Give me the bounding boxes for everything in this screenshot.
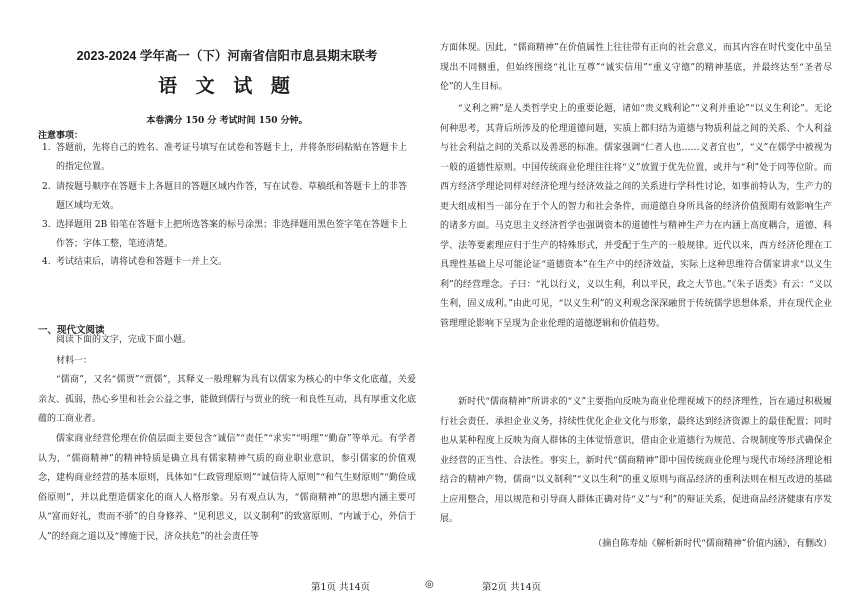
page-number-left: 第1页 共14页 — [311, 582, 371, 593]
notice-item — [42, 139, 414, 177]
article-paragraph: 儒家商业经营伦理在价值层面主要包含“诚信”“责任”“求实”“明理”“勤奋”等单元。有学者认为，“儒商精神”的精神特质是确立具有儒家精神气质的商业职业意识，参引儒家的价值观念，建构商业经营的基本原则，具体如“仁政管理原则”“诚信待人原则”“和气生财原则”“勤俭成俗原则”，并以此塑造儒家化的商人人格形象。另有观点认为，“儒商精神”的思想内涵主要可从“富而好礼，贵而不骄”的自身修养、“见利思义，以义制利”的致富原则、“内诚于心，外信于人”的经商之道以及“博施于民，济众扶危”的社会责任等 — [38, 434, 416, 542]
notice-item — [42, 253, 414, 272]
article-paragraph: 方面体现。因此，“儒商精神”在价值属性上往往带有正向的社会意义，而其内容在时代变化中虽呈现出不同侧重，但始终围绕“礼让互尊”“诚实信用”“重义守德”的精神基底，并最终达至“圣者尽伦”的人生目标。 — [440, 43, 832, 92]
subject-title: 语 文 试 题 — [158, 75, 296, 97]
section-instruction: 阅读下面的文字，完成下面小题。 — [56, 335, 192, 345]
notice-item-number: 4. — [42, 257, 51, 267]
notice-heading: 注意事项： — [38, 131, 84, 141]
section-heading: 一、现代文阅读 — [38, 325, 105, 336]
article-paragraph: 新时代“儒商精神”所讲求的“义”主要指向反映为商业伦理视域下的经济理性，旨在通过积极履行社会责任、承担企业义务，持续性优化企业文化与形象，最终达到经济资源上的最佳配置；同时也从某种程度上反映为商人群体的主体觉悟意识，借由企业道德行为规范、合规制度等形式确保企业经营的正当性、合法性。事实上，新时代“儒商精神”即中国传统商业伦理与现代市场经济理论相结合的精神产物，儒商“以义制利”“义以生利”的重义原则与商品经济的重利法则在相互改进的基础上应用整合，用以规范和引导商人群体正确对待“义”与“利”的辩证关系，促进商品经济健康有序发展。 — [440, 397, 832, 524]
notice-item-number: 1. — [42, 143, 51, 153]
article-paragraph: “儒商”，又名“儒贾”“贾儒”，其释义一般理解为具有以儒家为核心的中华文化底蕴，关爱亲友、孤弱，热心乡里和社会公益之事，能做到儒行与贾业的统一和良性互动，具有厚重文化底蕴的工商业者。 — [38, 375, 417, 424]
notice-item-text: 请按题号顺序在答题卡上各题目的答题区域内作答，写在试卷、草稿纸和答题卡上的非答题区域均无效。 — [56, 182, 408, 211]
notice-item-text: 考试结束后，请将试卷和答题卡一并上交。 — [56, 257, 228, 267]
notice-item-number: 3. — [42, 220, 51, 230]
footer-separator: ◎ — [425, 579, 434, 590]
source-citation: （摘自陈寿灿《解析新时代“儒商精神”价值内涵》，有删改） — [593, 539, 832, 549]
notice-item-number: 2. — [42, 182, 51, 192]
exam-title: 2023-2024 学年高一（下）河南省信阳市息县期末联考 — [76, 49, 378, 63]
article-paragraph: “义利之辨”是人类哲学史上的重要论题，诸如“贵义贱利论”“义利并重论”“以义生利论”。无论何种思考，其背后所涉及的伦理道德问题，实质上都归结为道德与物质利益之间的关系、个人利益与社会利益之间的关系以及善恶的标准。儒家强调“仁者人也……义者宜也”，“义”在儒学中被视为一般的道德性原则。中国传统商业伦理往往将“义”放置于优先位置，或并与“利”处于同等位阶。而西方经济学理论同样对经济伦理与经济效益之间的关系进行学科性讨论，如事前特认为，生产力的更大组成相当一部分在于个人的智力和社会条件，而道德自身所具备的经济价值预期有效影响生产的诸多方面。马克思主义经济哲学也强调资本的道德性与精神生产力在内涵上高度耦合，道德、科学、法等要素理应归于生产的特殊形式，并受配于生产的一般规律。近代以来，西方经济伦理在工具理性基础上尽可能论证“道德资本”在生产中的经济效益，实际上这种思维符合儒家讲求“以义生利”的经营理念。子曰：“礼以行义，义以生利，利以平民，政之大节也。”《朱子语类》有云：“义以生利，固义成利。”由此可见，“以义生利”的义利观念深深融贯于传统儒学思想体系，并在现代企业管理理论影响下呈现为企业伦理的道德逻辑和价值趋势。 — [440, 104, 832, 329]
exam-meta: 本卷满分 150 分 考试时间 150 分钟。 — [146, 116, 308, 126]
material-label: 材料一： — [56, 356, 93, 366]
notice-item — [42, 178, 414, 216]
notice-item-text: 选择题用 2B 铅笔在答题卡上把所选答案的标号涂黑；非选择题用黑色签字笔在答题卡上作答；字体工整，笔迹清楚。 — [56, 220, 408, 249]
notice-item — [42, 216, 414, 254]
page-number-right: 第2页 共14页 — [482, 582, 542, 593]
notice-item-text: 答题前，先将自己的姓名、准考证号填写在试卷和答题卡上，并将条形码粘贴在答题卡上的指定位置。 — [56, 143, 408, 172]
